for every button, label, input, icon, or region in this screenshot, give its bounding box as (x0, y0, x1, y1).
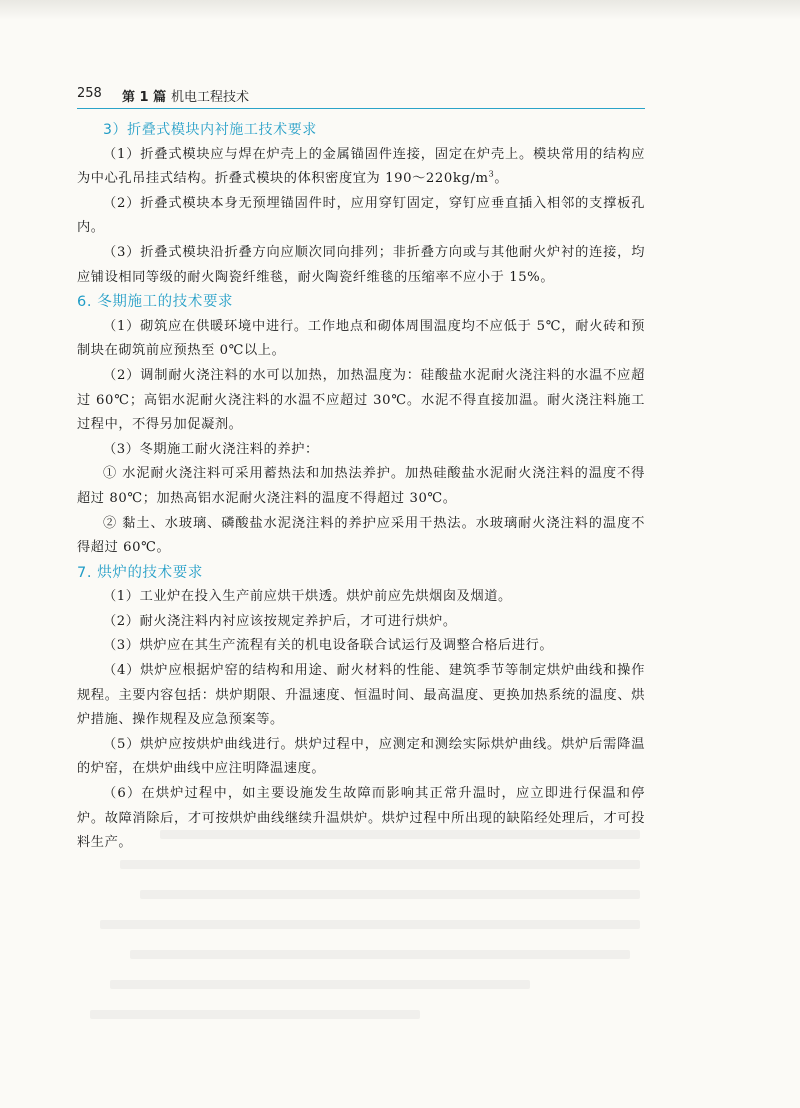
page-number: 258 (77, 86, 102, 101)
paragraph-text: （1）折叠式模块应与焊在炉壳上的金属锚固件连接，固定在炉壳上。模块常用的结构应为中心孔吊挂式结构。折叠式模块的体积密度宜为 190～220kg/m (77, 146, 645, 187)
page-body (77, 118, 645, 856)
section-6-heading: 6. 冬期施工的技术要求 (77, 294, 234, 311)
bleed-through (100, 920, 640, 929)
paragraph: ② 黏土、水玻璃、磷酸盐水泥浇注料的养护应采用干热法。水玻璃耐火浇注料的温度不得超过 60℃。 (77, 515, 645, 556)
bleed-through (90, 1010, 420, 1019)
paragraph: （3）冬期施工耐火浇注料的养护： (103, 441, 319, 457)
paragraph: （5）烘炉应按烘炉曲线进行。烘炉过程中，应测定和测绘实际烘炉曲线。烘炉后需降温的炉窑，在烘炉曲线中应注明降温速度。 (77, 736, 645, 777)
superscript: 3 (488, 169, 495, 179)
bleed-through (120, 860, 640, 869)
bleed-through (140, 890, 640, 899)
paragraph: （1）砌筑应在供暖环境中进行。工作地点和砌体周围温度均不应低于 5℃，耐火砖和预制块在砌筑前应预热至 0℃以上。 (77, 318, 645, 359)
paragraph: （3）烘炉应在其生产流程有关的机电设备联合试运行及调整合格后进行。 (103, 638, 554, 654)
paragraph: （6）在烘炉过程中，如主要设施发生故障而影响其正常升温时，应立即进行保温和停炉。故障消除后，才可按烘炉曲线继续升温烘炉。烘炉过程中所出现的缺陷经处理后，才可投料生产。 (77, 786, 645, 851)
page-header (77, 86, 645, 108)
paragraph: （2）调制耐火浇注料的水可以加热，加热温度为：硅酸盐水泥耐火浇注料的水温不应超过 60℃；高铝水泥耐火浇注料的水温不应超过 30℃。水泥不得直接加温。耐火浇注料施工过程中，不得另加促凝剂。 (77, 367, 645, 433)
paragraph: （4）烘炉应根据炉窑的结构和用途、耐火材料的性能、建筑季节等制定烘炉曲线和操作规程。主要内容包括：烘炉期限、升温速度、恒温时间、最高温度、更换加热系统的温度、烘炉措施、操作规程及应急预案等。 (77, 663, 645, 728)
section-7-heading: 7. 烘炉的技术要求 (77, 564, 203, 581)
paragraph: （1）工业炉在投入生产前应烘干烘透。烘炉前应先烘烟囱及烟道。 (103, 589, 512, 605)
paragraph: ① 水泥耐火浇注料可采用蓄热法和加热法养护。加热硅酸盐水泥耐火浇注料的温度不得超过 80℃；加热高铝水泥耐火浇注料的温度不得超过 30℃。 (77, 466, 645, 506)
paragraph: （3）折叠式模块沿折叠方向应顺次同向排列；非折叠方向或与其他耐火炉衬的连接，均应铺设相同等级的耐火陶瓷纤维毯，耐火陶瓷纤维毯的压缩率不应小于 15%。 (77, 244, 645, 285)
paragraph-end: 。 (494, 171, 509, 187)
paragraph: （2）折叠式模块本身无预埋锚固件时，应用穿钉固定，穿钉应垂直插入相邻的支撑板孔内。 (77, 195, 645, 236)
paragraph: （2）耐火浇注料内衬应该按规定养护后，才可进行烘炉。 (103, 613, 457, 629)
section-3-heading: 3）折叠式模块内衬施工技术要求 (103, 122, 317, 138)
bleed-through (130, 950, 630, 959)
part-label: 第 1 篇 (122, 90, 167, 105)
paragraph (77, 143, 645, 192)
scan-shadow (0, 0, 800, 20)
bleed-through (110, 980, 530, 989)
header-rule (77, 108, 645, 109)
bleed-through (160, 830, 640, 839)
chapter-title: 机电工程技术 (171, 90, 250, 105)
